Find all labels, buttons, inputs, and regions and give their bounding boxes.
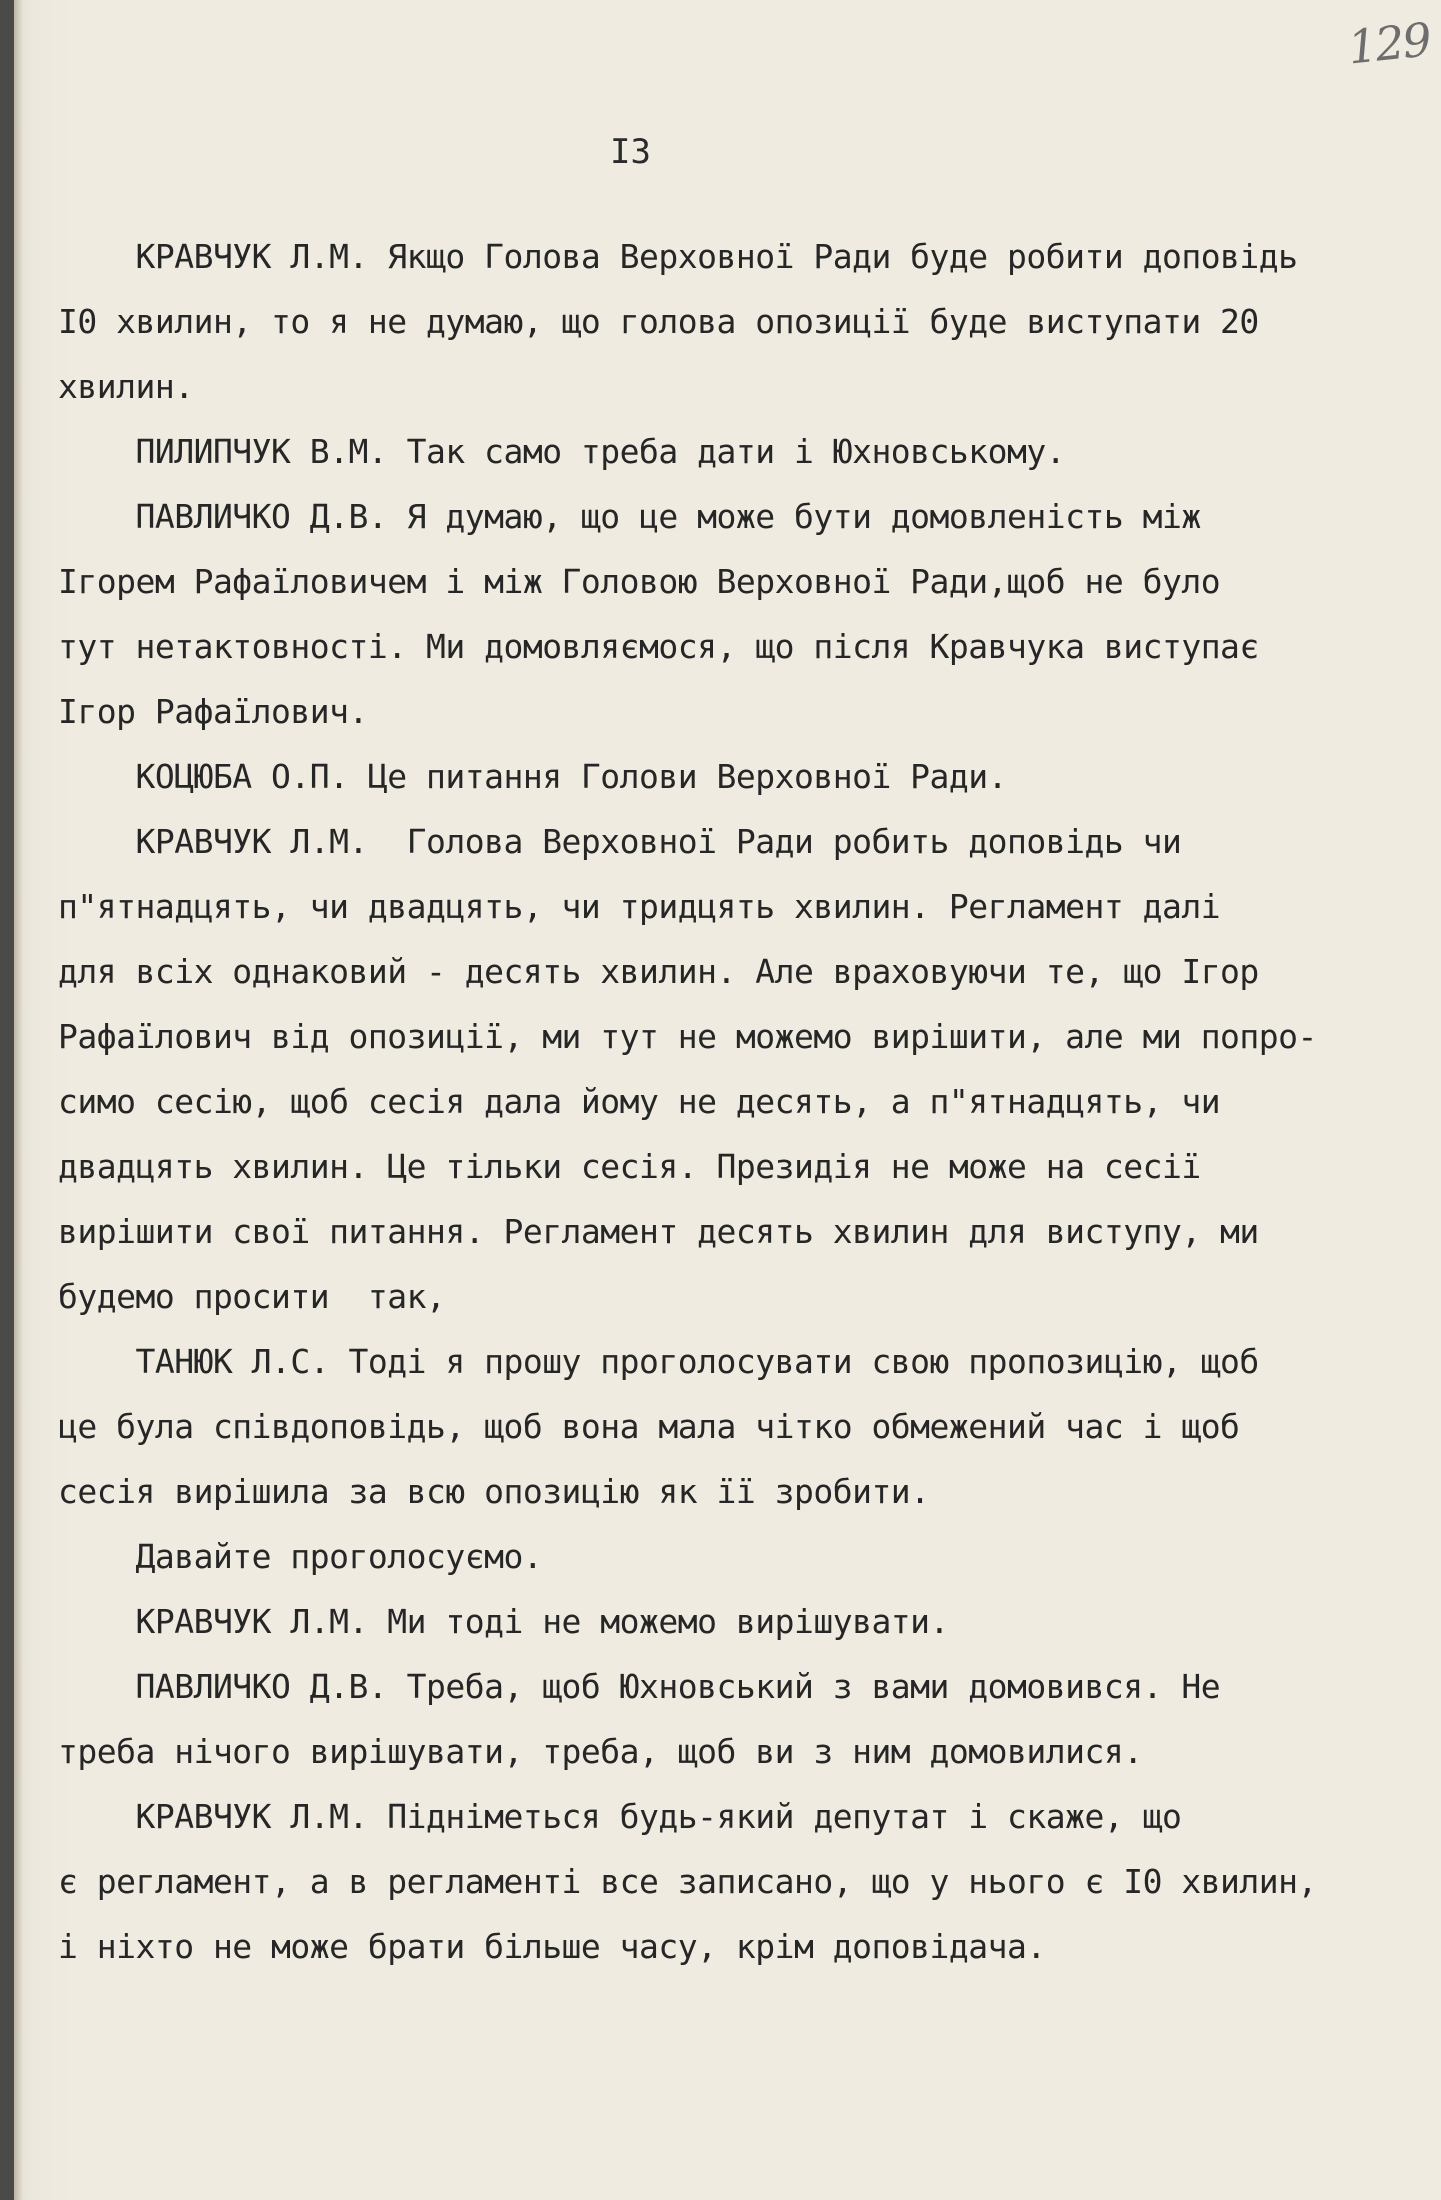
text-line: для всіх однаковий - десять хвилин. Але враховуючи те, що Ігор	[58, 952, 1259, 991]
text-line: двадцять хвилин. Це тільки сесія. Президія не може на сесії	[58, 1147, 1201, 1186]
page-edge-shadow	[14, 0, 22, 2200]
document-page	[14, 0, 1441, 2200]
text-line: КРАВЧУК Л.М. Підніметься будь-який депутат і скаже, що	[58, 1797, 1182, 1836]
text-line: треба нічого вирішувати, треба, щоб ви з ним домовилися.	[58, 1732, 1143, 1771]
text-line: симо сесію, щоб сесія дала йому не десять, а п"ятнадцять, чи	[58, 1082, 1221, 1121]
text-line: і ніхто не може брати більше часу, крім доповідача.	[58, 1927, 1046, 1966]
text-line: Рафаїлович від опозиції, ми тут не можемо вирішити, але ми попро-	[58, 1017, 1317, 1056]
text-line: хвилин.	[58, 367, 194, 406]
text-line: ПАВЛИЧКО Д.В. Треба, щоб Юхновський з вами домовився. Не	[58, 1667, 1221, 1706]
text-line: будемо просити так,	[58, 1277, 446, 1316]
page-number: I3	[610, 132, 651, 172]
text-line: Ігор Рафаїлович.	[58, 692, 368, 731]
text-line: сесія вирішила за всю опозицію як її зробити.	[58, 1472, 930, 1511]
text-line: Давайте проголосуємо.	[58, 1537, 543, 1576]
text-line: КОЦЮБА О.П. Це питання Голови Верховної Ради.	[58, 757, 1008, 796]
text-line: тут нетактовності. Ми домовляємося, що після Кравчука виступає	[58, 627, 1259, 666]
text-line: п"ятнадцять, чи двадцять, чи тридцять хвилин. Регламент далі	[58, 887, 1221, 926]
text-line: ПАВЛИЧКО Д.В. Я думаю, що це може бути домовленість між	[58, 497, 1201, 536]
text-line: КРАВЧУК Л.М. Якщо Голова Верховної Ради буде робити доповідь	[58, 237, 1298, 276]
text-line: вирішити свої питання. Регламент десять хвилин для виступу, ми	[58, 1212, 1259, 1251]
text-line: КРАВЧУК Л.М. Голова Верховної Ради робить доповідь чи	[58, 822, 1182, 861]
text-line: є регламент, а в регламенті все записано, що у нього є I0 хвилин,	[58, 1862, 1317, 1901]
text-line: ТАНЮК Л.С. Тоді я прошу проголосувати свою пропозицію, щоб	[58, 1342, 1259, 1381]
text-line: Ігорем Рафаїловичем і між Головою Верховної Ради,щоб не було	[58, 562, 1221, 601]
handwritten-folio-number: 129	[1345, 12, 1433, 75]
transcript-text	[58, 224, 1398, 1979]
text-line: I0 хвилин, то я не думаю, що голова опозиції буде виступати 20	[58, 302, 1259, 341]
text-line: КРАВЧУК Л.М. Ми тоді не можемо вирішувати.	[58, 1602, 949, 1641]
text-line: це була співдоповідь, щоб вона мала чітко обмежений час і щоб	[58, 1407, 1240, 1446]
text-line: ПИЛИПЧУК В.М. Так само треба дати і Юхновському.	[58, 432, 1066, 471]
